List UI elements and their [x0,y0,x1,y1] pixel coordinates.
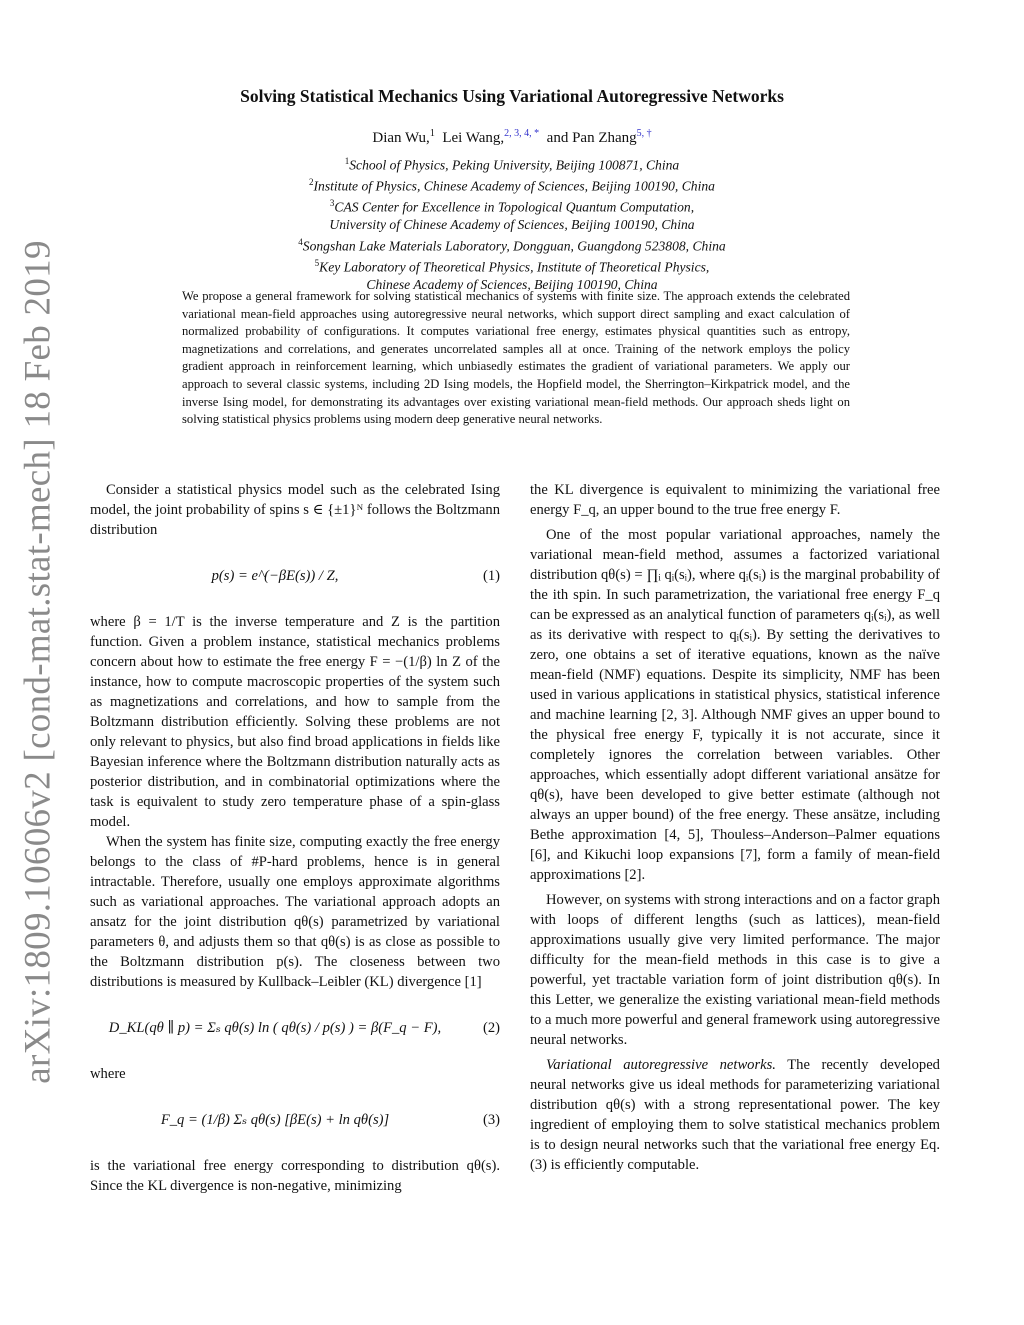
paragraph [530,1055,940,1175]
affiliation-text: Songshan Lake Materials Laboratory, Dongguan, Guangdong 523808, China [302,238,726,254]
left-column [90,480,500,1196]
paragraph: where β = 1/T is the inverse temperature and Z is the partition function. Given a problem instance, statistical mechanics problems concern about how to estimate the free energy F = −(1/β) ln Z of the instance, how to compute macroscopic properties of the system such as magnetizations and correlations, and how to sample from the Boltzmann distribution efficiently. Solving these problems are not only relevant to physics, but also find broad applications in fields like Bayesian inference where the Boltzmann distribution naturally acts as posterior distribution, and in combinatorial optimizations where the task is equivalent to study zero temperature phase of a spin-glass model. [90,614,500,830]
affiliation [0,234,1024,255]
affiliation-text: School of Physics, Peking University, Beijing 100871, China [349,157,680,173]
affiliation-number: 3 [329,198,335,209]
arxiv-stamp: arXiv:1809.10606v2 [cond-mat.stat-mech] 18 Feb 2019 [17,240,59,1084]
equation-body: F_q = (1/β) Σₛ qθ(s) [βE(s) + ln qθ(s)] [160,1112,390,1128]
affiliation [0,174,1024,195]
paragraph-text: The recently developed neural networks give us ideal methods for parameterizing variational distribution qθ(s) with a strong representational power. The key ingredient of employing them to solve statistical mechanics problem is to design neural networks such that the variational free energy Eq. (3) is efficiently computable. [530,1057,940,1173]
equation-1 [90,546,500,606]
affiliation [0,255,1024,276]
paragraph: One of the most popular variational approaches, namely the variational mean-field method, assumes a factorized variational distribution qθ(s) = ∏ᵢ qᵢ(sᵢ), where qᵢ(sᵢ) is the marginal probability of the ith spin. In such parametrization, the variational free energy F_q can be expressed as an analytical function of parameters qᵢ(sᵢ), as well as its derivative with respect to qᵢ(sᵢ). By setting the derivatives to zero, one obtains a set of iterative equations, known as the naïve mean-field (NMF) equations. Despite its simplicity, NMF has been used in various applications in statistical physics, statistical inference and machine learning [2, 3]. Although NMF gives an upper bound to the physical free energy F, typically it is not accurate, since it completely ignores the correlation between variables. Other approaches, which essentially adopt different variational ansätze for qθ(s), have been developed to give better estimate (although not always an upper bound) of the free energy. These ansätze, including Bethe approximation [4, 5], Thouless–Anderson–Palmer equations [6], and Kikuchi loop expansions [7], form a family of mean-field approximations [2]. [530,527,940,883]
author-affil: 1 [429,128,435,139]
affiliation-text: Key Laboratory of Theoretical Physics, Institute of Theoretical Physics, [319,259,710,275]
right-column [530,480,940,1175]
affiliation-text: Chinese Academy of Sciences, Beijing 100190, China [366,277,658,293]
author-list [0,128,1024,147]
affiliation-number: 5 [314,258,320,269]
affiliation [0,153,1024,174]
paragraph: the KL divergence is equivalent to minimizing the variational free energy F_q, an upper bound to the true free energy F. [530,482,940,518]
paragraph: Consider a statistical physics model such as the celebrated Ising model, the joint probability of spins s ∈ {±1}ᴺ follows the Boltzmann distribution [90,482,500,538]
affiliation-text: Institute of Physics, Chinese Academy of Sciences, Beijing 100190, China [313,178,715,194]
affiliation-number: 1 [344,156,350,166]
affiliations [0,153,1024,294]
affiliation-text: CAS Center for Excellence in Topological Quantum Computation, [334,199,695,215]
affiliation [0,195,1024,216]
paper-title: Solving Statistical Mechanics Using Variational Autoregressive Networks [240,86,784,106]
equation-body: p(s) = e^(−βE(s)) / Z, [211,568,339,584]
equation-number: (1) [482,568,500,584]
author-affil: 5, † [636,128,652,139]
equation-2 [90,998,500,1058]
affiliation-number: 4 [298,236,303,247]
affiliation-text: University of Chinese Academy of Sciences, Beijing 100190, China [329,217,695,233]
author-name: and Pan Zhang [546,130,637,146]
equation-number: (2) [482,1020,500,1036]
paragraph: where [90,1066,126,1082]
equation-body: D_KL(qθ ∥ p) = Σₛ qθ(s) ln ( qθ(s) / p(s) ) = β(F_q − F), [108,1020,442,1036]
paragraph: However, on systems with strong interactions and on a factor graph with loops of different lengths (such as lattices), mean-field approximations usually give very limited performance. The major difficulty for the mean-field methods in this case is to give a powerful, yet tractable variation form of joint distribution qθ(s). In this Letter, we generalize the existing variational mean-field methods to a much more powerful and general framework using autoregressive neural networks. [530,892,940,1048]
affiliation [0,216,1024,234]
author-name: Lei Wang, [442,130,505,146]
author-name: Dian Wu, [372,130,430,146]
abstract: We propose a general framework for solving statistical mechanics of systems with finite size. The approach extends the celebrated variational mean-field approaches using autoregressive neural networks, which support direct sampling and exact calculation of normalized probability of configurations. It computes variational free energy, estimates physical quantities such as entropy, magnetizations and correlations, and generates uncorrelated samples all at once. Training of the network employs the policy gradient approach in reinforcement learning, which unbiasedly estimates the gradient of variational parameters. We apply our approach to several classic systems, including 2D Ising models, the Hopfield model, the Sherrington–Kirkpatrick model, and the inverse Ising model, for demonstrating its advantages over existing variational mean-field methods. Our approach sheds light on solving statistical physics problems using modern deep generative neural networks. [182,289,850,427]
author-affil: 2, 3, 4, * [504,128,540,139]
equation-number: (3) [482,1112,500,1128]
affiliation-number: 2 [309,177,314,188]
paragraph: When the system has finite size, computing exactly the free energy belongs to the class of #P-hard problems, hence is in general intractable. Therefore, usually one employs approximate algorithms such as variational approaches. The variational approach adopts an ansatz for the joint distribution qθ(s) parametrized by variational parameters θ, and adjusts them so that qθ(s) is as close as possible to the Boltzmann distribution p(s). The closeness between two distributions is measured by Kullback–Leibler (KL) divergence [1] [90,834,500,990]
paragraph-heading: Variational autoregressive networks. [546,1057,776,1073]
equation-3 [90,1090,500,1150]
paragraph: is the variational free energy corresponding to distribution qθ(s). Since the KL divergence is non-negative, minimizing [90,1158,500,1194]
